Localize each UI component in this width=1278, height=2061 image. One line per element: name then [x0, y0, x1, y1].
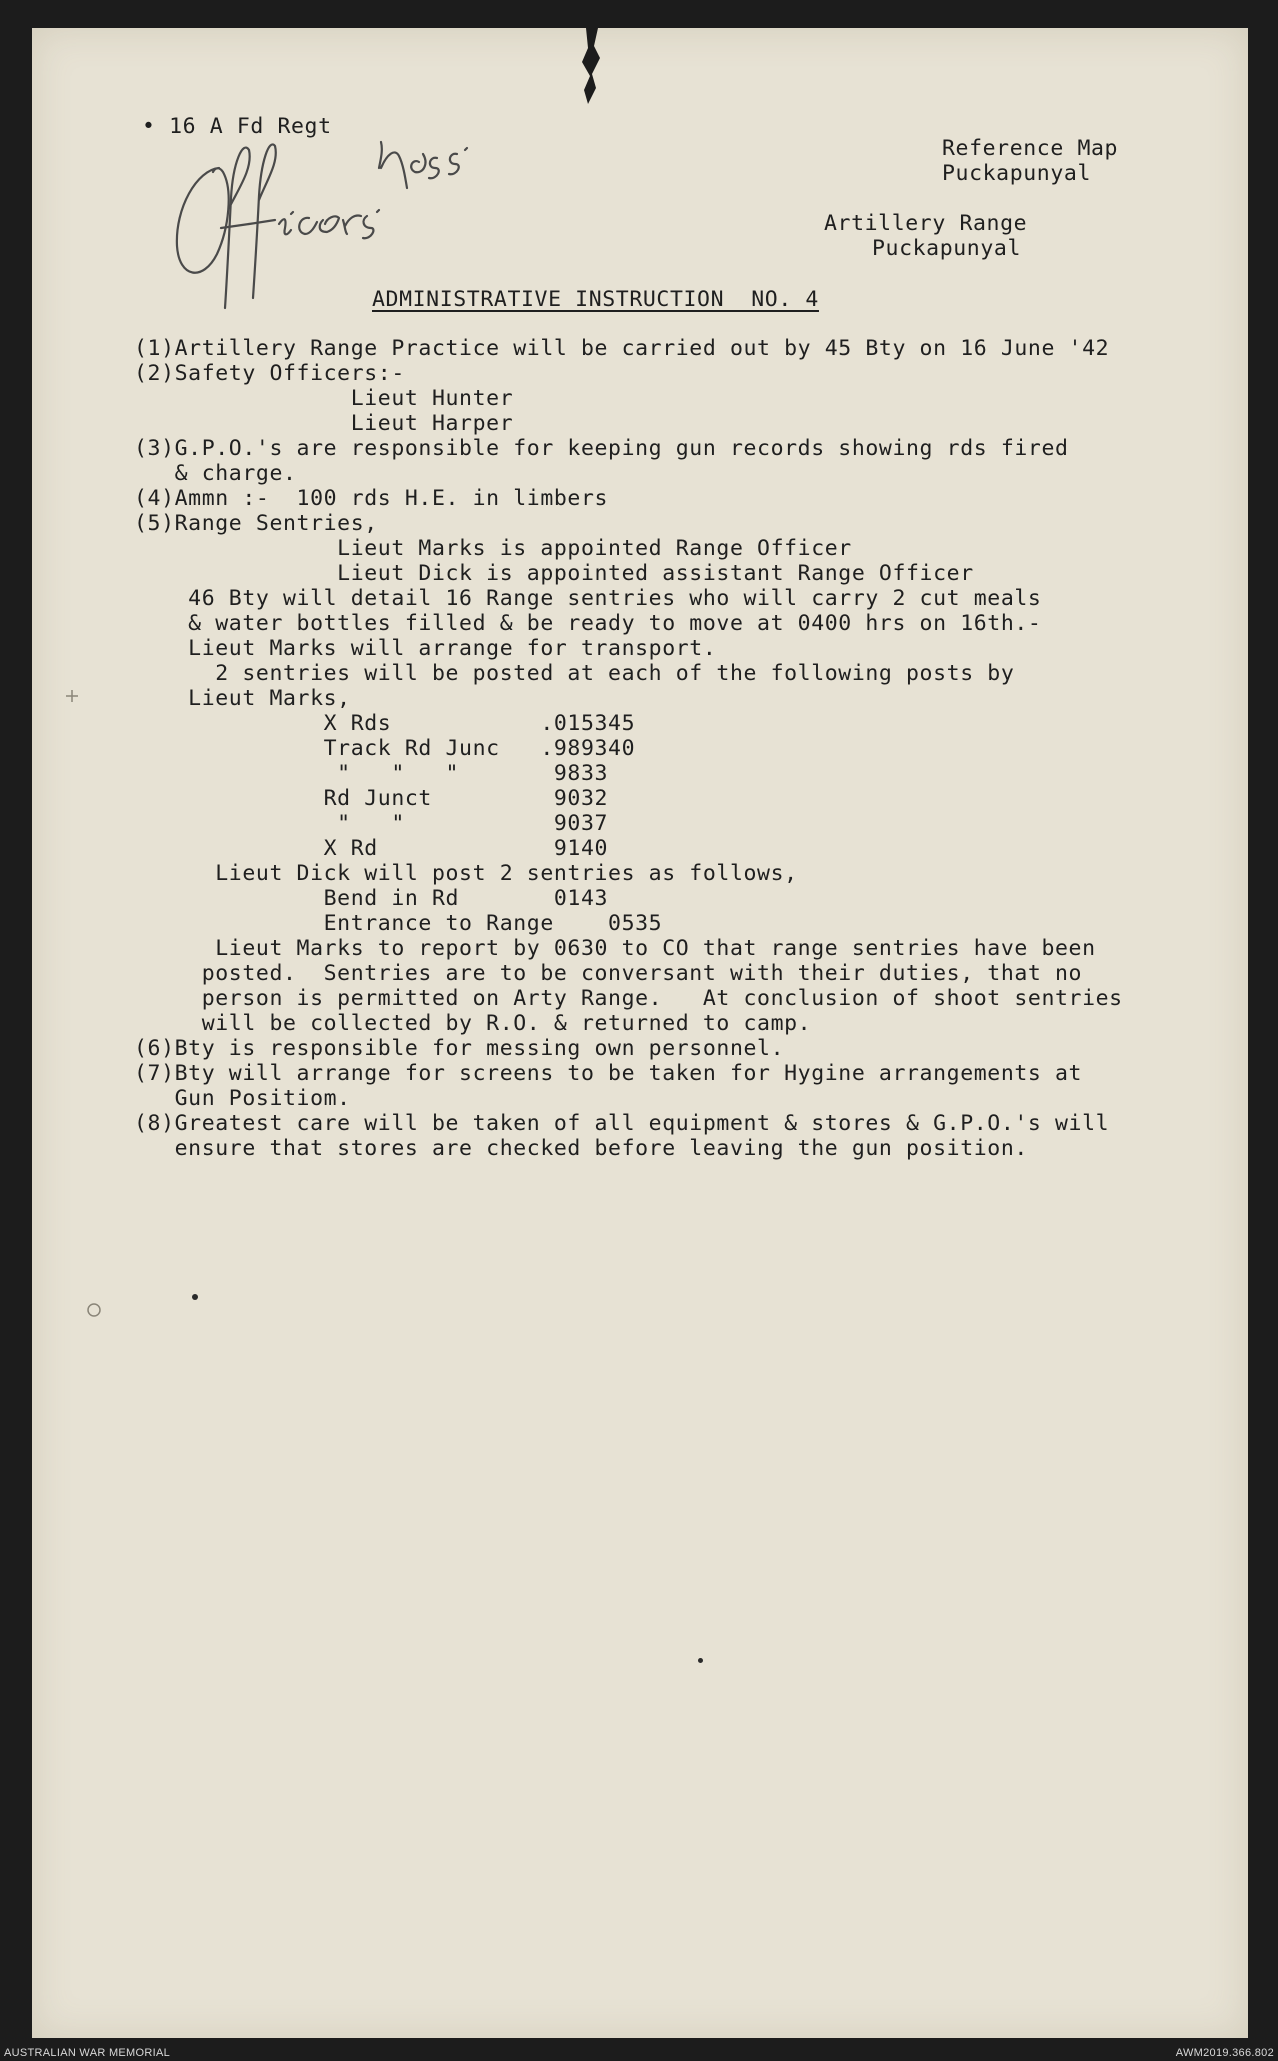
body-line: (5)Range Sentries, [134, 511, 378, 536]
body-line: (7)Bty will arrange for screens to be taken for Hygine arrangements at [134, 1061, 1083, 1086]
body-line: (1)Artillery Range Practice will be carried out by 45 Bty on 16 June '42 [134, 336, 1110, 361]
footer-accession-number: AWM2019.366.802 [1175, 2047, 1274, 2059]
body-line: 46 Bty will detail 16 Range sentries who will carry 2 cut meals [134, 586, 1042, 611]
body-line: Track Rd Junc .989340 [134, 736, 636, 761]
document-title: ADMINISTRATIVE INSTRUCTION NO. 4 [372, 287, 819, 312]
document-page [32, 28, 1248, 2038]
ink-dot [192, 1294, 198, 1300]
body-line: Lieut Dick is appointed assistant Range Officer [134, 561, 974, 586]
body-line: posted. Sentries are to be conversant with their duties, that no [134, 961, 1083, 986]
body-line: & charge. [134, 461, 297, 486]
body-line: Bend in Rd 0143 [134, 886, 609, 911]
body-line: " " " 9833 [134, 761, 609, 786]
body-line: X Rds .015345 [134, 711, 636, 736]
location-line-2: Puckapunyal [872, 236, 1021, 261]
footer-archive-name: AUSTRALIAN WAR MEMORIAL [4, 2047, 171, 2059]
body-line: Lieut Dick will post 2 sentries as follows, [134, 861, 798, 886]
body-line: X Rd 9140 [134, 836, 609, 861]
body-line: ensure that stores are checked before leaving the gun position. [134, 1136, 1028, 1161]
reference-map-place: Puckapunyal [942, 161, 1091, 186]
body-line: (3)G.P.O.'s are responsible for keeping gun records showing rds fired [134, 436, 1069, 461]
ink-dot [698, 1658, 703, 1663]
body-line: will be collected by R.O. & returned to camp. [134, 1011, 812, 1036]
body-line: Entrance to Range 0535 [134, 911, 663, 936]
body-line: 2 sentries will be posted at each of the following posts by [134, 661, 1015, 686]
unit-heading: • 16 A Fd Regt [142, 114, 332, 139]
body-line: " " 9037 [134, 811, 609, 836]
body-line: Lieut Hunter [134, 386, 514, 411]
body-line: (8)Greatest care will be taken of all equipment & stores & G.P.O.'s will [134, 1111, 1110, 1136]
torn-edge-mark [572, 28, 612, 118]
body-line: & water bottles filled & be ready to move at 0400 hrs on 16th.- [134, 611, 1042, 636]
punch-hole-mark [82, 1298, 106, 1322]
body-line: Gun Positiom. [134, 1086, 351, 1111]
body-line: Lieut Marks will arrange for transport. [134, 636, 717, 661]
body-line: person is permitted on Arty Range. At conclusion of shoot sentries [134, 986, 1123, 1011]
body-line: Lieut Marks to report by 0630 to CO that range sentries have been [134, 936, 1096, 961]
reference-map-label: Reference Map [942, 136, 1119, 161]
body-line: Rd Junct 9032 [134, 786, 609, 811]
body-line: Lieut Harper [134, 411, 514, 436]
location-line-1: Artillery Range [824, 211, 1028, 236]
body-line: (6)Bty is responsible for messing own personnel. [134, 1036, 785, 1061]
punch-hole-mark [60, 684, 84, 708]
body-line: Lieut Marks, [134, 686, 351, 711]
body-line: (2)Safety Officers:- [134, 361, 405, 386]
body-line: Lieut Marks is appointed Range Officer [134, 536, 852, 561]
body-line: (4)Ammn :- 100 rds H.E. in limbers [134, 486, 609, 511]
